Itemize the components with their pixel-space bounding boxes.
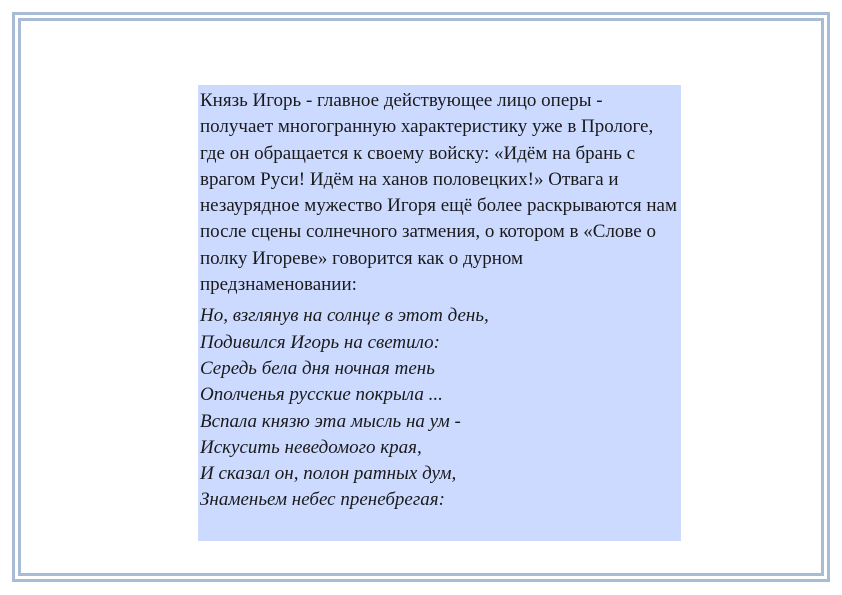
poem-line: Ополченья русские покрыла ...: [200, 384, 443, 406]
poem-line: И сказал он, полон ратных дум,: [200, 463, 457, 485]
poem-line: Знаменьем небес пренебрегая:: [200, 489, 445, 511]
poem-line: Середь бела дня ночная тень: [200, 357, 435, 379]
poem-line: Но, взглянув на солнце в этот день,: [200, 305, 489, 327]
poem-line: Искусить неведомого края,: [200, 436, 422, 458]
poem-excerpt: [200, 303, 679, 513]
article-paragraph: Князь Игорь - главное действующее лицо оперы - получает многогранную характеристику уже в Прологе, где он обращается к своему войску: «Идём на брань с врагом Руси! Идём на ханов половецких!» Отвага и незаурядное мужество Игоря ещё более раскрываются нам после сцены солнечного затмения, о котором в «Слове о полку Игореве» говорится как о дурном предзнаменовании:: [200, 90, 678, 296]
text-box: [198, 85, 681, 541]
poem-line: Вспала князю эта мысль на ум -: [200, 410, 461, 432]
poem-line: Подивился Игорь на светило:: [200, 331, 440, 353]
